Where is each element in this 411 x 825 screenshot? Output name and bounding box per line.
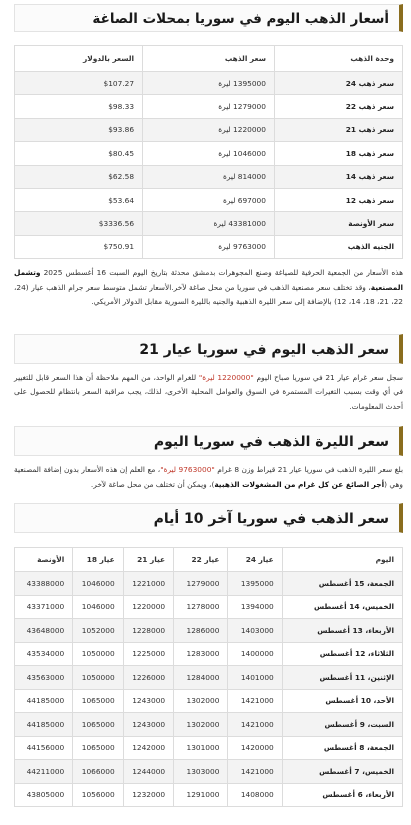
price-cell: 43381000 ليرة — [143, 212, 275, 235]
table-header-row — [15, 548, 403, 572]
column-header-21k: عيار 21 — [123, 548, 173, 572]
karat-22-cell: 1303000 — [174, 760, 228, 784]
21-karat-description — [14, 371, 403, 415]
day-cell: الأحد، 10 أغسطس — [282, 689, 402, 713]
table-row — [15, 689, 403, 713]
column-header-price: سعر الذهب — [143, 46, 275, 72]
last-10-days-table — [14, 547, 403, 807]
ounce-cell: 43648000 — [15, 619, 73, 643]
karat-21-cell: 1226000 — [123, 666, 173, 690]
table-row — [15, 72, 403, 95]
table-row — [15, 619, 403, 643]
ounce-cell: 44211000 — [15, 760, 73, 784]
karat-24-cell: 1395000 — [228, 572, 282, 596]
usd-cell: $98.33 — [15, 95, 143, 118]
table-row — [15, 783, 403, 807]
gold-prices-description — [14, 266, 403, 310]
column-header-usd: السعر بالدولار — [15, 46, 143, 72]
unit-cell: سعر ذهب 14 — [274, 165, 402, 188]
karat-21-cell: 1221000 — [123, 572, 173, 596]
karat-18-cell: 1046000 — [73, 595, 123, 619]
table-row — [15, 235, 403, 258]
karat-18-cell: 1066000 — [73, 760, 123, 784]
karat-21-cell: 1232000 — [123, 783, 173, 807]
price-cell: 9763000 ليرة — [143, 235, 275, 258]
karat-22-cell: 1283000 — [174, 642, 228, 666]
gold-prices-table — [14, 45, 403, 259]
column-header-24k: عيار 24 — [228, 548, 282, 572]
column-header-22k: عيار 22 — [174, 548, 228, 572]
day-cell: الأربعاء، 6 أغسطس — [282, 783, 402, 807]
table-row — [15, 212, 403, 235]
karat-18-cell: 1052000 — [73, 619, 123, 643]
karat-18-cell: 1050000 — [73, 642, 123, 666]
karat-22-cell: 1302000 — [174, 689, 228, 713]
usd-cell: $3336.56 — [15, 212, 143, 235]
usd-cell: $80.45 — [15, 142, 143, 165]
karat-24-cell: 1401000 — [228, 666, 282, 690]
usd-cell: $53.64 — [15, 188, 143, 211]
table-row — [15, 760, 403, 784]
karat-21-cell: 1243000 — [123, 713, 173, 737]
ounce-cell: 44185000 — [15, 689, 73, 713]
karat-18-cell: 1065000 — [73, 736, 123, 760]
description-text: )، ويمكن أن تختلف من محل صاغة لآخر. — [90, 479, 215, 489]
karat-22-cell: 1302000 — [174, 713, 228, 737]
karat-21-cell: 1243000 — [123, 689, 173, 713]
usd-cell: $750.91 — [15, 235, 143, 258]
price-cell: 814000 ليرة — [143, 165, 275, 188]
unit-cell: الجنيه الذهب — [274, 235, 402, 258]
description-text: هذه الأسعار من الجمعية الحرفية للصياغة وصنع المجوهرات بدمشق محدثة بتاريخ اليوم السبت 16 أغسطس 2025 — [40, 268, 403, 278]
karat-22-cell: 1278000 — [174, 595, 228, 619]
day-cell: السبت، 9 أغسطس — [282, 713, 402, 737]
karat-22-cell: 1301000 — [174, 736, 228, 760]
ounce-cell: 43805000 — [15, 783, 73, 807]
article — [0, 4, 411, 807]
karat-24-cell: 1394000 — [228, 595, 282, 619]
price-cell: 1220000 ليرة — [143, 118, 275, 141]
price-cell: 1279000 ليرة — [143, 95, 275, 118]
description-text: ، مع العلم إن هذه الأسعار بدون إضافة المصنعية وهي ( — [14, 465, 403, 489]
karat-24-cell: 1421000 — [228, 689, 282, 713]
karat-18-cell: 1065000 — [73, 689, 123, 713]
history-table-body — [15, 572, 403, 807]
karat-22-cell: 1291000 — [174, 783, 228, 807]
column-header-day: اليوم — [282, 548, 402, 572]
description-text: سجل سعر غرام عيار 21 في سوريا صباح اليوم — [253, 372, 404, 382]
description-bold-text: أجر الصائغ عن كل غرام من المشغولات الذهبية — [214, 479, 385, 489]
usd-cell: $93.86 — [15, 118, 143, 141]
karat-21-cell: 1225000 — [123, 642, 173, 666]
section-heading-gold-prices: أسعار الذهب اليوم في سوريا بمحلات الصاغة — [14, 4, 403, 32]
section-heading-gold-lira: سعر الليرة الذهب في سوريا اليوم — [14, 426, 403, 456]
karat-22-cell: 1279000 — [174, 572, 228, 596]
ounce-cell: 44185000 — [15, 713, 73, 737]
table-row — [15, 572, 403, 596]
highlighted-price: "9763000 ليرة" — [160, 465, 215, 475]
day-cell: الخميس، 14 أغسطس — [282, 595, 402, 619]
table-row — [15, 188, 403, 211]
table-row — [15, 118, 403, 141]
column-header-unit: وحدة الذهب — [274, 46, 402, 72]
day-cell: الثلاثاء، 12 أغسطس — [282, 642, 402, 666]
unit-cell: سعر الأونصة — [274, 212, 402, 235]
table-row — [15, 142, 403, 165]
karat-24-cell: 1420000 — [228, 736, 282, 760]
description-text: بلغ سعر الليرة الذهب في سوريا عيار 21 قيراط وزن 8 غرام — [214, 465, 403, 475]
section-heading-21-karat: سعر الذهب اليوم في سوريا عيار 21 — [14, 334, 403, 364]
column-header-18k: عيار 18 — [73, 548, 123, 572]
karat-24-cell: 1408000 — [228, 783, 282, 807]
description-text: ، وقد تختلف سعر مصنعية الذهب في سوريا من محل صاغة لآخر.الأسعار تشمل متوسط سعر جرام الذهب عيار (24، 22، 21، 18، 14، 12) بالإضافة إلى سعر الليرة الذهبية والجنيه بالليرة السورية مقابل الدولار الأمريكي. — [14, 282, 403, 307]
column-header-ounce: الأونصة — [15, 548, 73, 572]
usd-cell: $107.27 — [15, 72, 143, 95]
karat-18-cell: 1065000 — [73, 713, 123, 737]
table-row — [15, 713, 403, 737]
day-cell: الجمعة، 8 أغسطس — [282, 736, 402, 760]
table-header-row — [15, 46, 403, 72]
table-row — [15, 642, 403, 666]
karat-18-cell: 1056000 — [73, 783, 123, 807]
unit-cell: سعر ذهب 24 — [274, 72, 402, 95]
day-cell: الخميس، 7 أغسطس — [282, 760, 402, 784]
day-cell: الأربعاء، 13 أغسطس — [282, 619, 402, 643]
unit-cell: سعر ذهب 12 — [274, 188, 402, 211]
karat-21-cell: 1244000 — [123, 760, 173, 784]
karat-24-cell: 1421000 — [228, 713, 282, 737]
price-cell: 697000 ليرة — [143, 188, 275, 211]
ounce-cell: 43563000 — [15, 666, 73, 690]
karat-24-cell: 1403000 — [228, 619, 282, 643]
price-cell: 1395000 ليرة — [143, 72, 275, 95]
price-cell: 1046000 ليرة — [143, 142, 275, 165]
karat-21-cell: 1228000 — [123, 619, 173, 643]
table-row — [15, 666, 403, 690]
day-cell: الإثنين، 11 أغسطس — [282, 666, 402, 690]
karat-24-cell: 1421000 — [228, 760, 282, 784]
karat-21-cell: 1242000 — [123, 736, 173, 760]
highlighted-price: "1220000 ليرة" — [198, 372, 254, 382]
karat-22-cell: 1286000 — [174, 619, 228, 643]
ounce-cell: 44156000 — [15, 736, 73, 760]
karat-24-cell: 1400000 — [228, 642, 282, 666]
unit-cell: سعر ذهب 21 — [274, 118, 402, 141]
description-bold-text: وتشمل المصنعية — [14, 268, 403, 292]
ounce-cell: 43534000 — [15, 642, 73, 666]
description-text: للغرام الواحد، من المهم ملاحظة أن هذا السعر قابل للتغيير في أي وقت بسبب التغيرات المستمرة في السوق والعوامل المحلية الأخرى، لذلك، يجب مراقبة السعر بانتظام للحصول على أحدث المعلومات. — [14, 372, 403, 411]
usd-cell: $62.58 — [15, 165, 143, 188]
karat-18-cell: 1050000 — [73, 666, 123, 690]
gold-lira-description — [14, 463, 403, 492]
unit-cell: سعر ذهب 18 — [274, 142, 402, 165]
day-cell: الجمعة، 15 أغسطس — [282, 572, 402, 596]
unit-cell: سعر ذهب 22 — [274, 95, 402, 118]
karat-18-cell: 1046000 — [73, 572, 123, 596]
section-heading-last-10-days: سعر الذهب في سوريا آخر 10 أيام — [14, 503, 403, 533]
table-row — [15, 95, 403, 118]
table-row — [15, 595, 403, 619]
karat-21-cell: 1220000 — [123, 595, 173, 619]
table-row — [15, 165, 403, 188]
ounce-cell: 43371000 — [15, 595, 73, 619]
karat-22-cell: 1284000 — [174, 666, 228, 690]
ounce-cell: 43388000 — [15, 572, 73, 596]
table-row — [15, 736, 403, 760]
